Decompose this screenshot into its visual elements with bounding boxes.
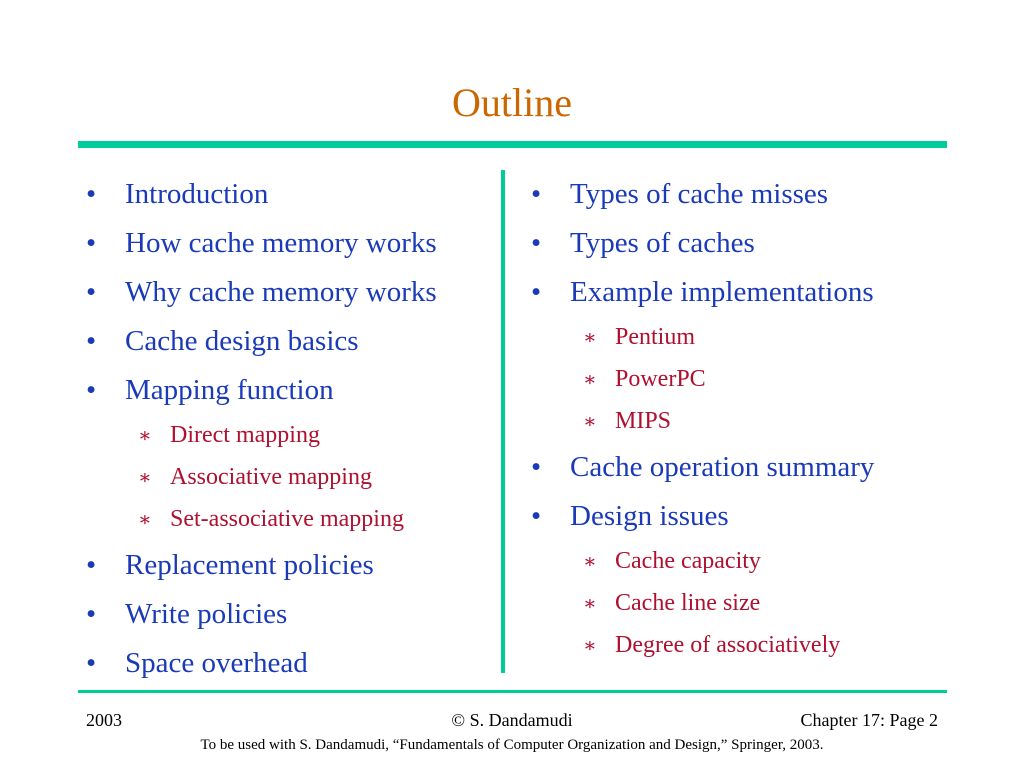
footer-author: © S. Dandamudi	[451, 710, 573, 730]
outline-subitem-label: Cache line size	[615, 590, 761, 616]
asterisk-bullet-icon: ∗	[583, 635, 597, 657]
outline-item	[531, 219, 951, 268]
slide-title: Outline	[452, 80, 572, 125]
asterisk-bullet-icon: ∗	[138, 509, 152, 531]
outline-item	[86, 317, 496, 366]
outline-item	[531, 443, 951, 492]
outline-subitem-label: Associative mapping	[170, 464, 372, 490]
outline-item-label: Cache operation summary	[570, 451, 875, 483]
bullet-icon: •	[531, 178, 542, 210]
bullet-icon: •	[531, 500, 542, 532]
asterisk-bullet-icon: ∗	[138, 467, 152, 489]
outline-subitem-label: Cache capacity	[615, 548, 761, 574]
bullet-icon: •	[86, 325, 97, 357]
outline-item-label: Types of caches	[570, 227, 755, 259]
outline-subitem-label: Degree of associatively	[615, 632, 841, 658]
outline-subitem	[531, 317, 951, 359]
outline-item-label: Mapping function	[125, 374, 334, 406]
asterisk-bullet-icon: ∗	[583, 411, 597, 433]
bullet-icon: •	[86, 178, 97, 210]
right-outline-column	[531, 170, 951, 667]
outline-item	[86, 590, 496, 639]
outline-item	[86, 268, 496, 317]
asterisk-bullet-icon: ∗	[583, 551, 597, 573]
outline-subitem	[531, 625, 951, 667]
footer-credit: To be used with S. Dandamudi, “Fundamentals of Computer Organization and Design,” Springer, 2003.	[200, 737, 824, 753]
outline-item-label: Introduction	[125, 178, 269, 210]
outline-item	[86, 639, 496, 688]
bullet-icon: •	[86, 647, 97, 679]
outline-item-label: How cache memory works	[125, 227, 437, 259]
outline-subitem-label: Set-associative mapping	[170, 506, 404, 532]
bullet-icon: •	[86, 276, 97, 308]
outline-item	[86, 170, 496, 219]
asterisk-bullet-icon: ∗	[138, 425, 152, 447]
outline-item-label: Cache design basics	[125, 325, 359, 357]
outline-item-label: Why cache memory works	[125, 276, 437, 308]
bullet-icon: •	[86, 549, 97, 581]
bullet-icon: •	[86, 598, 97, 630]
outline-subitem	[86, 457, 496, 499]
right-outline-list	[531, 170, 951, 667]
outline-subitem	[531, 583, 951, 625]
left-outline-list	[86, 170, 496, 688]
outline-subitem	[86, 415, 496, 457]
left-outline-column	[86, 170, 496, 688]
footer-page-number: Chapter 17: Page 2	[800, 710, 938, 730]
outline-item-label: Write policies	[125, 598, 288, 630]
bullet-icon: •	[531, 451, 542, 483]
outline-item	[86, 366, 496, 415]
footer-year: 2003	[86, 710, 122, 730]
outline-item	[531, 170, 951, 219]
outline-subitem-label: Pentium	[615, 324, 696, 350]
outline-subitem-label: MIPS	[615, 408, 672, 434]
bullet-icon: •	[531, 227, 542, 259]
outline-item-label: Space overhead	[125, 647, 308, 679]
outline-item	[531, 268, 951, 317]
asterisk-bullet-icon: ∗	[583, 593, 597, 615]
outline-item	[531, 492, 951, 541]
outline-subitem-label: PowerPC	[615, 366, 706, 392]
outline-subitem	[531, 541, 951, 583]
outline-item-label: Replacement policies	[125, 549, 374, 581]
column-divider	[501, 170, 505, 673]
outline-subitem	[531, 401, 951, 443]
outline-item-label: Example implementations	[570, 276, 874, 308]
outline-subitem	[531, 359, 951, 401]
bullet-icon: •	[86, 227, 97, 259]
title-rule	[78, 141, 947, 148]
footer	[86, 708, 938, 732]
bullet-icon: •	[86, 374, 97, 406]
outline-item	[86, 541, 496, 590]
outline-item	[86, 219, 496, 268]
outline-item-label: Design issues	[570, 500, 729, 532]
asterisk-bullet-icon: ∗	[583, 369, 597, 391]
outline-subitem	[86, 499, 496, 541]
bullet-icon: •	[531, 276, 542, 308]
asterisk-bullet-icon: ∗	[583, 327, 597, 349]
outline-item-label: Types of cache misses	[570, 178, 829, 210]
outline-subitem-label: Direct mapping	[170, 422, 320, 448]
footer-rule	[78, 690, 947, 693]
